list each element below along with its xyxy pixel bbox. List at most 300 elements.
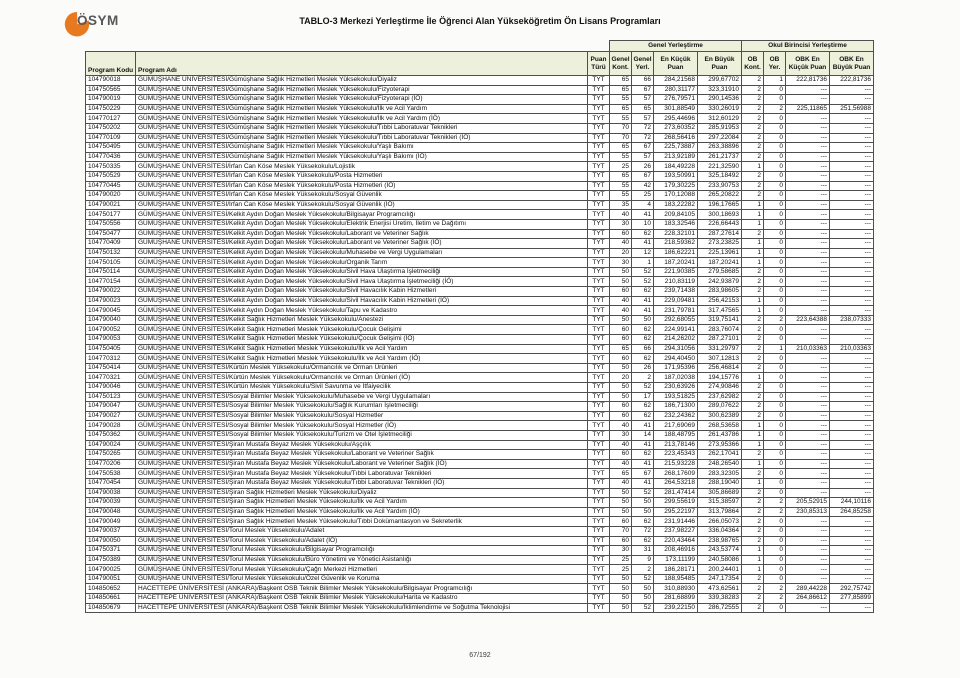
cell-ob-kont: 2 bbox=[742, 574, 764, 584]
cell-genel-kont: 65 bbox=[610, 143, 632, 153]
cell-ob-yer: 0 bbox=[764, 191, 786, 201]
cell-genel-kont: 20 bbox=[610, 248, 632, 258]
cell-genel-yerl: 72 bbox=[632, 133, 654, 143]
cell-ob-kont: 2 bbox=[742, 315, 764, 325]
cell-program-adi: GÜMÜŞHANE ÜNİVERSİTESİ/Kelkit Aydın Doğan Meslek Yüksekokulu/Organik Tarım bbox=[136, 258, 588, 268]
cell-program-kodu: 104770206 bbox=[86, 459, 136, 469]
cell-ob-yer: 0 bbox=[764, 603, 786, 613]
col-header-obk-en-buyuk-puan: OBK En Büyük Puan bbox=[830, 52, 874, 76]
cell-ob-kont: 1 bbox=[742, 296, 764, 306]
cell-program-adi: GÜMÜŞHANE ÜNİVERSİTESİ/Kelkit Sağlık Hizmetleri Meslek Yüksekokulu/İlk ve Acil Yardım bbox=[136, 344, 588, 354]
cell-en-buyuk-puan: 336,04364 bbox=[698, 526, 742, 536]
cell-ob-kont: 2 bbox=[742, 191, 764, 201]
cell-genel-kont: 65 bbox=[610, 76, 632, 86]
cell-ob-yer: 0 bbox=[764, 133, 786, 143]
cell-genel-yerl: 41 bbox=[632, 306, 654, 316]
cell-en-kucuk-puan: 301,88549 bbox=[654, 104, 698, 114]
cell-ob-kont: 2 bbox=[742, 498, 764, 508]
cell-obk-en-kucuk-puan: --- bbox=[786, 267, 830, 277]
cell-obk-en-buyuk-puan: --- bbox=[830, 411, 874, 421]
cell-genel-kont: 55 bbox=[610, 181, 632, 191]
cell-ob-kont: 2 bbox=[742, 171, 764, 181]
cell-genel-yerl: 12 bbox=[632, 248, 654, 258]
col-header-genel-yerl: Genel Yerl. bbox=[632, 52, 654, 76]
cell-program-kodu: 104770312 bbox=[86, 354, 136, 364]
cell-obk-en-kucuk-puan: 230,85313 bbox=[786, 507, 830, 517]
cell-genel-yerl: 50 bbox=[632, 584, 654, 594]
cell-obk-en-kucuk-puan: --- bbox=[786, 335, 830, 345]
cell-ob-yer: 0 bbox=[764, 450, 786, 460]
table-row bbox=[86, 603, 874, 613]
cell-ob-kont: 2 bbox=[742, 363, 764, 373]
cell-en-buyuk-puan: 287,27101 bbox=[698, 335, 742, 345]
cell-en-buyuk-puan: 331,29797 bbox=[698, 344, 742, 354]
cell-genel-kont: 50 bbox=[610, 574, 632, 584]
cell-program-adi: HACETTEPE ÜNİVERSİTESİ (ANKARA)/Başkent OSB Teknik Bilimler Meslek Yüksekokulu/Harita ve Kadastro bbox=[136, 594, 588, 604]
table-row bbox=[86, 325, 874, 335]
cell-genel-yerl: 50 bbox=[632, 507, 654, 517]
cell-puan-turu: TYT bbox=[588, 143, 610, 153]
cell-genel-kont: 60 bbox=[610, 517, 632, 527]
cell-genel-yerl: 57 bbox=[632, 114, 654, 124]
cell-obk-en-buyuk-puan: --- bbox=[830, 459, 874, 469]
cell-ob-yer: 0 bbox=[764, 287, 786, 297]
col-header-ob-yer: OB Yer. bbox=[764, 52, 786, 76]
cell-obk-en-buyuk-puan: --- bbox=[830, 440, 874, 450]
cell-obk-en-kucuk-puan: --- bbox=[786, 402, 830, 412]
cell-ob-yer: 1 bbox=[764, 76, 786, 86]
cell-puan-turu: TYT bbox=[588, 191, 610, 201]
cell-genel-yerl: 26 bbox=[632, 162, 654, 172]
cell-program-kodu: 104790052 bbox=[86, 325, 136, 335]
cell-ob-yer: 2 bbox=[764, 507, 786, 517]
cell-program-adi: GÜMÜŞHANE ÜNİVERSİTESİ/Gümüşhane Sağlık Hizmetleri Meslek Yüksekokulu/Diyaliz bbox=[136, 76, 588, 86]
cell-genel-yerl: 41 bbox=[632, 296, 654, 306]
cell-puan-turu: TYT bbox=[588, 181, 610, 191]
table-row bbox=[86, 344, 874, 354]
cell-program-adi: GÜMÜŞHANE ÜNİVERSİTESİ/Kelkit Aydın Doğan Meslek Yüksekokulu/Elektrik Enerjisi Üretim, İletim ve Dağıtımı bbox=[136, 219, 588, 229]
cell-obk-en-buyuk-puan: --- bbox=[830, 162, 874, 172]
cell-program-adi: GÜMÜŞHANE ÜNİVERSİTESİ/Kelkit Aydın Doğan Meslek Yüksekokulu/Sivil Havacılık Kabin Hizmetleri bbox=[136, 287, 588, 297]
cell-program-kodu: 104750477 bbox=[86, 229, 136, 239]
cell-en-kucuk-puan: 295,44696 bbox=[654, 114, 698, 124]
cell-ob-kont: 2 bbox=[742, 267, 764, 277]
cell-obk-en-kucuk-puan: --- bbox=[786, 152, 830, 162]
cell-en-kucuk-puan: 273,60352 bbox=[654, 123, 698, 133]
cell-obk-en-kucuk-puan: --- bbox=[786, 469, 830, 479]
cell-en-buyuk-puan: 243,53774 bbox=[698, 546, 742, 556]
table-row bbox=[86, 565, 874, 575]
table-row bbox=[86, 277, 874, 287]
cell-genel-yerl: 67 bbox=[632, 85, 654, 95]
cell-ob-kont: 2 bbox=[742, 584, 764, 594]
cell-genel-kont: 50 bbox=[610, 392, 632, 402]
cell-ob-kont: 2 bbox=[742, 95, 764, 105]
cell-ob-kont: 1 bbox=[742, 478, 764, 488]
cell-program-adi: GÜMÜŞHANE ÜNİVERSİTESİ/Kürtün Meslek Yüksekokulu/Ormancılık ve Orman Ürünleri (İÖ) bbox=[136, 373, 588, 383]
cell-puan-turu: TYT bbox=[588, 335, 610, 345]
table-row bbox=[86, 152, 874, 162]
cell-genel-kont: 65 bbox=[610, 85, 632, 95]
cell-program-kodu: 104790050 bbox=[86, 536, 136, 546]
cell-en-kucuk-puan: 179,30225 bbox=[654, 181, 698, 191]
cell-obk-en-buyuk-puan: --- bbox=[830, 402, 874, 412]
cell-obk-en-buyuk-puan: 210,03363 bbox=[830, 344, 874, 354]
cell-genel-kont: 30 bbox=[610, 546, 632, 556]
cell-genel-kont: 50 bbox=[610, 383, 632, 393]
cell-genel-yerl: 52 bbox=[632, 277, 654, 287]
cell-program-adi: GÜMÜŞHANE ÜNİVERSİTESİ/Kürtün Meslek Yüksekokulu/Ormancılık ve Orman Ürünleri bbox=[136, 363, 588, 373]
cell-obk-en-kucuk-puan: --- bbox=[786, 373, 830, 383]
table-row bbox=[86, 383, 874, 393]
cell-program-kodu: 104750556 bbox=[86, 219, 136, 229]
cell-puan-turu: TYT bbox=[588, 306, 610, 316]
cell-genel-kont: 60 bbox=[610, 354, 632, 364]
cell-genel-yerl: 62 bbox=[632, 402, 654, 412]
cell-ob-yer: 0 bbox=[764, 200, 786, 210]
table-row bbox=[86, 258, 874, 268]
cell-genel-kont: 55 bbox=[610, 152, 632, 162]
table-row bbox=[86, 536, 874, 546]
cell-program-kodu: 104790049 bbox=[86, 517, 136, 527]
cell-en-buyuk-puan: 312,60129 bbox=[698, 114, 742, 124]
cell-genel-yerl: 62 bbox=[632, 411, 654, 421]
cell-ob-yer: 2 bbox=[764, 104, 786, 114]
cell-obk-en-kucuk-puan: --- bbox=[786, 85, 830, 95]
cell-program-adi: GÜMÜŞHANE ÜNİVERSİTESİ/İrfan Can Köse Meslek Yüksekokulu/Sosyal Güvenlik bbox=[136, 191, 588, 201]
cell-ob-yer: 0 bbox=[764, 517, 786, 527]
cell-genel-kont: 55 bbox=[610, 191, 632, 201]
cell-obk-en-buyuk-puan: --- bbox=[830, 469, 874, 479]
table-row bbox=[86, 498, 874, 508]
cell-program-kodu: 104790053 bbox=[86, 335, 136, 345]
cell-genel-kont: 30 bbox=[610, 430, 632, 440]
cell-en-buyuk-puan: 285,91953 bbox=[698, 123, 742, 133]
cell-ob-kont: 2 bbox=[742, 354, 764, 364]
cell-puan-turu: TYT bbox=[588, 296, 610, 306]
cell-genel-yerl: 4 bbox=[632, 200, 654, 210]
cell-genel-yerl: 62 bbox=[632, 536, 654, 546]
cell-program-kodu: 104790019 bbox=[86, 95, 136, 105]
cell-ob-yer: 0 bbox=[764, 459, 786, 469]
cell-genel-kont: 50 bbox=[610, 315, 632, 325]
cell-genel-yerl: 41 bbox=[632, 478, 654, 488]
cell-genel-kont: 65 bbox=[610, 344, 632, 354]
table-row bbox=[86, 450, 874, 460]
cell-en-buyuk-puan: 473,62561 bbox=[698, 584, 742, 594]
cell-ob-kont: 2 bbox=[742, 143, 764, 153]
col-header-obk-en-kucuk-puan: OBK En Küçük Puan bbox=[786, 52, 830, 76]
cell-program-adi: GÜMÜŞHANE ÜNİVERSİTESİ/Gümüşhane Sağlık Hizmetleri Meslek Yüksekokulu/Tıbbi Laboratuvar Teknikleri (İÖ) bbox=[136, 133, 588, 143]
cell-program-kodu: 104750362 bbox=[86, 430, 136, 440]
cell-obk-en-kucuk-puan: --- bbox=[786, 459, 830, 469]
cell-obk-en-kucuk-puan: --- bbox=[786, 603, 830, 613]
cell-genel-yerl: 52 bbox=[632, 267, 654, 277]
cell-ob-yer: 0 bbox=[764, 239, 786, 249]
cell-ob-yer: 0 bbox=[764, 536, 786, 546]
cell-genel-kont: 65 bbox=[610, 469, 632, 479]
cell-puan-turu: TYT bbox=[588, 546, 610, 556]
cell-obk-en-buyuk-puan: --- bbox=[830, 421, 874, 431]
cell-obk-en-buyuk-puan: --- bbox=[830, 219, 874, 229]
cell-puan-turu: TYT bbox=[588, 287, 610, 297]
table-row bbox=[86, 76, 874, 86]
cell-genel-yerl: 41 bbox=[632, 210, 654, 220]
cell-obk-en-buyuk-puan: 238,07333 bbox=[830, 315, 874, 325]
cell-obk-en-buyuk-puan: --- bbox=[830, 229, 874, 239]
table-row bbox=[86, 287, 874, 297]
cell-program-adi: GÜMÜŞHANE ÜNİVERSİTESİ/Gümüşhane Sağlık Hizmetleri Meslek Yüksekokulu/Yaşlı Bakımı bbox=[136, 143, 588, 153]
table-row bbox=[86, 239, 874, 249]
cell-ob-yer: 0 bbox=[764, 171, 786, 181]
cell-en-buyuk-puan: 290,14536 bbox=[698, 95, 742, 105]
table-row bbox=[86, 594, 874, 604]
cell-ob-kont: 2 bbox=[742, 287, 764, 297]
table-row bbox=[86, 440, 874, 450]
table-row bbox=[86, 85, 874, 95]
cell-genel-yerl: 66 bbox=[632, 76, 654, 86]
cell-program-adi: GÜMÜŞHANE ÜNİVERSİTESİ/Şiran Sağlık Hizmetleri Meslek Yüksekokulu/İlk ve Acil Yardım (İÖ) bbox=[136, 507, 588, 517]
cell-genel-kont: 40 bbox=[610, 306, 632, 316]
table-row bbox=[86, 574, 874, 584]
cell-program-kodu: 104790027 bbox=[86, 411, 136, 421]
cell-puan-turu: TYT bbox=[588, 95, 610, 105]
cell-ob-kont: 2 bbox=[742, 536, 764, 546]
cell-genel-yerl: 52 bbox=[632, 603, 654, 613]
cell-obk-en-kucuk-puan: --- bbox=[786, 526, 830, 536]
cell-puan-turu: TYT bbox=[588, 344, 610, 354]
cell-ob-yer: 0 bbox=[764, 277, 786, 287]
cell-ob-yer: 0 bbox=[764, 162, 786, 172]
table-row bbox=[86, 354, 874, 364]
cell-genel-kont: 30 bbox=[610, 258, 632, 268]
cell-ob-kont: 2 bbox=[742, 603, 764, 613]
cell-en-buyuk-puan: 265,20822 bbox=[698, 191, 742, 201]
table-row bbox=[86, 517, 874, 527]
cell-genel-kont: 50 bbox=[610, 498, 632, 508]
cell-ob-kont: 2 bbox=[742, 114, 764, 124]
cell-ob-yer: 0 bbox=[764, 565, 786, 575]
cell-obk-en-kucuk-puan: --- bbox=[786, 248, 830, 258]
cell-obk-en-buyuk-puan: --- bbox=[830, 546, 874, 556]
cell-obk-en-kucuk-puan: --- bbox=[786, 411, 830, 421]
cell-genel-kont: 50 bbox=[610, 267, 632, 277]
cell-en-kucuk-puan: 215,93228 bbox=[654, 459, 698, 469]
table-row bbox=[86, 162, 874, 172]
cell-program-kodu: 104750335 bbox=[86, 162, 136, 172]
cell-obk-en-buyuk-puan: 264,85258 bbox=[830, 507, 874, 517]
cell-en-kucuk-puan: 210,83119 bbox=[654, 277, 698, 287]
cell-en-kucuk-puan: 281,47414 bbox=[654, 488, 698, 498]
cell-ob-yer: 0 bbox=[764, 95, 786, 105]
cell-program-kodu: 104790023 bbox=[86, 296, 136, 306]
cell-genel-yerl: 41 bbox=[632, 459, 654, 469]
cell-en-kucuk-puan: 171,95396 bbox=[654, 363, 698, 373]
table-row bbox=[86, 478, 874, 488]
cell-en-buyuk-puan: 330,26019 bbox=[698, 104, 742, 114]
cell-ob-yer: 0 bbox=[764, 306, 786, 316]
cell-program-adi: GÜMÜŞHANE ÜNİVERSİTESİ/Gümüşhane Sağlık Hizmetleri Meslek Yüksekokulu/Tıbbi Laboratuvar Teknikleri bbox=[136, 123, 588, 133]
cell-obk-en-kucuk-puan: --- bbox=[786, 536, 830, 546]
cell-program-kodu: 104770409 bbox=[86, 239, 136, 249]
cell-en-buyuk-puan: 299,67702 bbox=[698, 76, 742, 86]
cell-en-buyuk-puan: 240,58086 bbox=[698, 555, 742, 565]
cell-puan-turu: TYT bbox=[588, 565, 610, 575]
cell-ob-yer: 0 bbox=[764, 181, 786, 191]
table-row bbox=[86, 584, 874, 594]
cell-obk-en-kucuk-puan: --- bbox=[786, 325, 830, 335]
cell-program-kodu: 104750538 bbox=[86, 469, 136, 479]
cell-puan-turu: TYT bbox=[588, 383, 610, 393]
cell-puan-turu: TYT bbox=[588, 517, 610, 527]
cell-en-kucuk-puan: 225,73887 bbox=[654, 143, 698, 153]
cell-en-kucuk-puan: 231,91446 bbox=[654, 517, 698, 527]
cell-ob-kont: 2 bbox=[742, 507, 764, 517]
cell-obk-en-buyuk-puan: 222,81736 bbox=[830, 76, 874, 86]
cell-genel-yerl: 57 bbox=[632, 152, 654, 162]
cell-en-buyuk-puan: 279,58685 bbox=[698, 267, 742, 277]
cell-en-kucuk-puan: 187,02038 bbox=[654, 373, 698, 383]
cell-program-kodu: 104790038 bbox=[86, 488, 136, 498]
cell-ob-kont: 2 bbox=[742, 411, 764, 421]
cell-genel-yerl: 67 bbox=[632, 171, 654, 181]
cell-genel-kont: 70 bbox=[610, 123, 632, 133]
cell-genel-yerl: 2 bbox=[632, 565, 654, 575]
cell-obk-en-buyuk-puan: --- bbox=[830, 335, 874, 345]
cell-en-buyuk-puan: 233,90753 bbox=[698, 181, 742, 191]
group-header-okul-birincisi-yerlestirme: Okul Birincisi Yerleştirme bbox=[742, 41, 874, 52]
cell-obk-en-buyuk-puan: --- bbox=[830, 536, 874, 546]
cell-program-adi: GÜMÜŞHANE ÜNİVERSİTESİ/Kelkit Aydın Doğan Meslek Yüksekokulu/Laborant ve Veteriner Sağlık (İÖ) bbox=[136, 239, 588, 249]
cell-en-buyuk-puan: 242,93879 bbox=[698, 277, 742, 287]
cell-en-kucuk-puan: 213,78146 bbox=[654, 440, 698, 450]
cell-program-adi: GÜMÜŞHANE ÜNİVERSİTESİ/Şiran Sağlık Hizmetleri Meslek Yüksekokulu/Diyaliz bbox=[136, 488, 588, 498]
cell-program-kodu: 104850652 bbox=[86, 584, 136, 594]
cell-puan-turu: TYT bbox=[588, 498, 610, 508]
cell-obk-en-buyuk-puan: --- bbox=[830, 555, 874, 565]
cell-puan-turu: TYT bbox=[588, 363, 610, 373]
cell-genel-yerl: 62 bbox=[632, 325, 654, 335]
cell-obk-en-buyuk-puan: --- bbox=[830, 143, 874, 153]
cell-ob-yer: 1 bbox=[764, 344, 786, 354]
cell-ob-yer: 0 bbox=[764, 574, 786, 584]
cell-ob-kont: 2 bbox=[742, 277, 764, 287]
table-row bbox=[86, 143, 874, 153]
cell-obk-en-buyuk-puan: --- bbox=[830, 85, 874, 95]
cell-en-kucuk-puan: 208,46916 bbox=[654, 546, 698, 556]
cell-puan-turu: TYT bbox=[588, 219, 610, 229]
cell-program-kodu: 104770436 bbox=[86, 152, 136, 162]
cell-ob-yer: 0 bbox=[764, 469, 786, 479]
cell-obk-en-kucuk-puan: --- bbox=[786, 181, 830, 191]
cell-en-buyuk-puan: 300,18693 bbox=[698, 210, 742, 220]
cell-program-kodu: 104750565 bbox=[86, 85, 136, 95]
col-header-ob-kont: OB Kont. bbox=[742, 52, 764, 76]
cell-program-adi: GÜMÜŞHANE ÜNİVERSİTESİ/Kelkit Aydın Doğan Meslek Yüksekokulu/Bilgisayar Programcılığı bbox=[136, 210, 588, 220]
cell-obk-en-kucuk-puan: --- bbox=[786, 95, 830, 105]
cell-en-buyuk-puan: 283,76074 bbox=[698, 325, 742, 335]
cell-genel-kont: 50 bbox=[610, 507, 632, 517]
cell-obk-en-kucuk-puan: --- bbox=[786, 123, 830, 133]
cell-genel-yerl: 50 bbox=[632, 498, 654, 508]
table-row bbox=[86, 459, 874, 469]
cell-ob-kont: 1 bbox=[742, 306, 764, 316]
cell-puan-turu: TYT bbox=[588, 171, 610, 181]
cell-program-kodu: 104790047 bbox=[86, 402, 136, 412]
table-row bbox=[86, 488, 874, 498]
cell-program-adi: GÜMÜŞHANE ÜNİVERSİTESİ/Sosyal Bilimler Meslek Yüksekokulu/Muhasebe ve Vergi Uygulamaları bbox=[136, 392, 588, 402]
cell-genel-yerl: 65 bbox=[632, 104, 654, 114]
cell-genel-kont: 35 bbox=[610, 200, 632, 210]
cell-en-kucuk-puan: 184,49228 bbox=[654, 162, 698, 172]
cell-program-adi: GÜMÜŞHANE ÜNİVERSİTESİ/Sosyal Bilimler Meslek Yüksekokulu/Sağlık Kurumları İşletmeciliği bbox=[136, 402, 588, 412]
table-row bbox=[86, 191, 874, 201]
cell-obk-en-kucuk-puan: --- bbox=[786, 555, 830, 565]
cell-obk-en-buyuk-puan: --- bbox=[830, 392, 874, 402]
cell-genel-yerl: 50 bbox=[632, 594, 654, 604]
cell-en-kucuk-puan: 239,71438 bbox=[654, 287, 698, 297]
cell-obk-en-kucuk-puan: --- bbox=[786, 200, 830, 210]
cell-en-buyuk-puan: 323,31910 bbox=[698, 85, 742, 95]
cell-ob-yer: 0 bbox=[764, 114, 786, 124]
cell-puan-turu: TYT bbox=[588, 315, 610, 325]
cell-program-adi: GÜMÜŞHANE ÜNİVERSİTESİ/Kelkit Sağlık Hizmetleri Meslek Yüksekokulu/İlk ve Acil Yardım (İÖ) bbox=[136, 354, 588, 364]
cell-program-adi: GÜMÜŞHANE ÜNİVERSİTESİ/Kelkit Aydın Doğan Meslek Yüksekokulu/Muhasebe ve Vergi Uygulamaları bbox=[136, 248, 588, 258]
cell-obk-en-buyuk-puan: --- bbox=[830, 603, 874, 613]
header-spacer bbox=[86, 41, 610, 52]
cell-obk-en-buyuk-puan: 251,56988 bbox=[830, 104, 874, 114]
cell-genel-yerl: 42 bbox=[632, 181, 654, 191]
cell-ob-yer: 0 bbox=[764, 229, 786, 239]
table-row bbox=[86, 229, 874, 239]
table-row bbox=[86, 421, 874, 431]
cell-ob-kont: 2 bbox=[742, 594, 764, 604]
cell-obk-en-buyuk-puan: --- bbox=[830, 526, 874, 536]
cell-obk-en-buyuk-puan: --- bbox=[830, 277, 874, 287]
cell-obk-en-kucuk-puan: --- bbox=[786, 162, 830, 172]
cell-program-kodu: 104790051 bbox=[86, 574, 136, 584]
cell-ob-yer: 2 bbox=[764, 498, 786, 508]
cell-ob-yer: 0 bbox=[764, 210, 786, 220]
cell-program-kodu: 104770321 bbox=[86, 373, 136, 383]
table-row bbox=[86, 526, 874, 536]
cell-puan-turu: TYT bbox=[588, 76, 610, 86]
cell-puan-turu: TYT bbox=[588, 507, 610, 517]
cell-genel-kont: 60 bbox=[610, 335, 632, 345]
cell-puan-turu: TYT bbox=[588, 536, 610, 546]
cell-obk-en-kucuk-puan: --- bbox=[786, 546, 830, 556]
cell-en-kucuk-puan: 193,51825 bbox=[654, 392, 698, 402]
cell-en-kucuk-puan: 280,31177 bbox=[654, 85, 698, 95]
cell-en-buyuk-puan: 319,75141 bbox=[698, 315, 742, 325]
cell-obk-en-kucuk-puan: --- bbox=[786, 574, 830, 584]
cell-obk-en-kucuk-puan: --- bbox=[786, 258, 830, 268]
cell-en-kucuk-puan: 237,98227 bbox=[654, 526, 698, 536]
cell-en-buyuk-puan: 307,12813 bbox=[698, 354, 742, 364]
cell-ob-yer: 0 bbox=[764, 488, 786, 498]
cell-obk-en-buyuk-puan: --- bbox=[830, 171, 874, 181]
cell-genel-kont: 70 bbox=[610, 526, 632, 536]
cell-program-kodu: 104750105 bbox=[86, 258, 136, 268]
cell-puan-turu: TYT bbox=[588, 402, 610, 412]
cell-puan-turu: TYT bbox=[588, 133, 610, 143]
cell-en-buyuk-puan: 287,27614 bbox=[698, 229, 742, 239]
cell-program-kodu: 104750132 bbox=[86, 248, 136, 258]
cell-program-kodu: 104790020 bbox=[86, 191, 136, 201]
cell-program-adi: GÜMÜŞHANE ÜNİVERSİTESİ/Gümüşhane Sağlık Hizmetleri Meslek Yüksekokulu/Fizyoterapi bbox=[136, 85, 588, 95]
cell-ob-kont: 1 bbox=[742, 219, 764, 229]
cell-puan-turu: TYT bbox=[588, 267, 610, 277]
